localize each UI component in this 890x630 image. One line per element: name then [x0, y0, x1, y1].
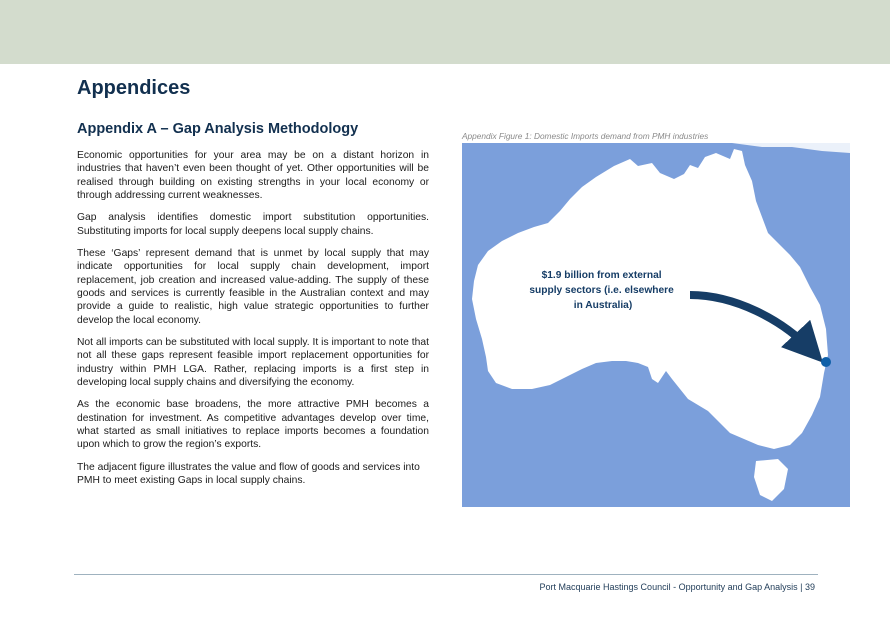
paragraph: As the economic base broadens, the more attractive PMH becomes a destination for investment. As competitive advantages develop over time, what started as small initiatives to replace imports becomes a foundation upon which to grow the region’s exports.	[77, 399, 429, 451]
body-text	[77, 149, 429, 496]
paragraph: These ‘Gaps’ represent demand that is unmet by local supply that may indicate opportunities for local supply chain development, import replacement, job creation and increased value-adding. The supply of these goods and services is currently feasible in the Australian context and may provide a guide to realistic, high value strategic opportunities to further develop the local economy.	[77, 247, 429, 326]
paragraph: Economic opportunities for your area may be on a distant horizon in industries that haven’t even been thought of yet. Other opportunities will be realised through building on existing strengths in your local economy or through addressing current weaknesses.	[77, 150, 429, 202]
annotation-line: supply sectors (i.e. elsewhere	[529, 285, 674, 296]
section-title: Appendix A – Gap Analysis Methodology	[77, 121, 359, 137]
figure-caption: Appendix Figure 1: Domestic Imports demand from PMH industries	[462, 131, 709, 141]
paragraph: Not all imports can be substituted with local supply. It is important to note that not all these gaps represent feasible import replacement opportunities for industry within PMH LGA. Rather, replacing imports is a first step in developing local supply chains and diversifying the economy.	[77, 336, 429, 389]
footer-divider	[74, 574, 818, 575]
annotation-line: $1.9 billion from external	[541, 270, 662, 281]
footer-text: Port Macquarie Hastings Council - Opportunity and Gap Analysis | 39	[539, 582, 815, 592]
pmh-location-marker	[821, 357, 831, 367]
australia-map	[462, 143, 850, 507]
annotation-line: in Australia)	[573, 300, 633, 311]
paragraph: The adjacent figure illustrates the value and flow of goods and services into PMH to meet existing Gaps in local supply chains.	[77, 461, 420, 486]
australia-map-figure	[462, 143, 850, 507]
page-title: Appendices	[77, 77, 191, 99]
paragraph: Gap analysis identifies domestic import substitution opportunities. Substituting imports for local supply deepens local supply chains.	[77, 212, 429, 237]
header-band	[0, 0, 890, 64]
